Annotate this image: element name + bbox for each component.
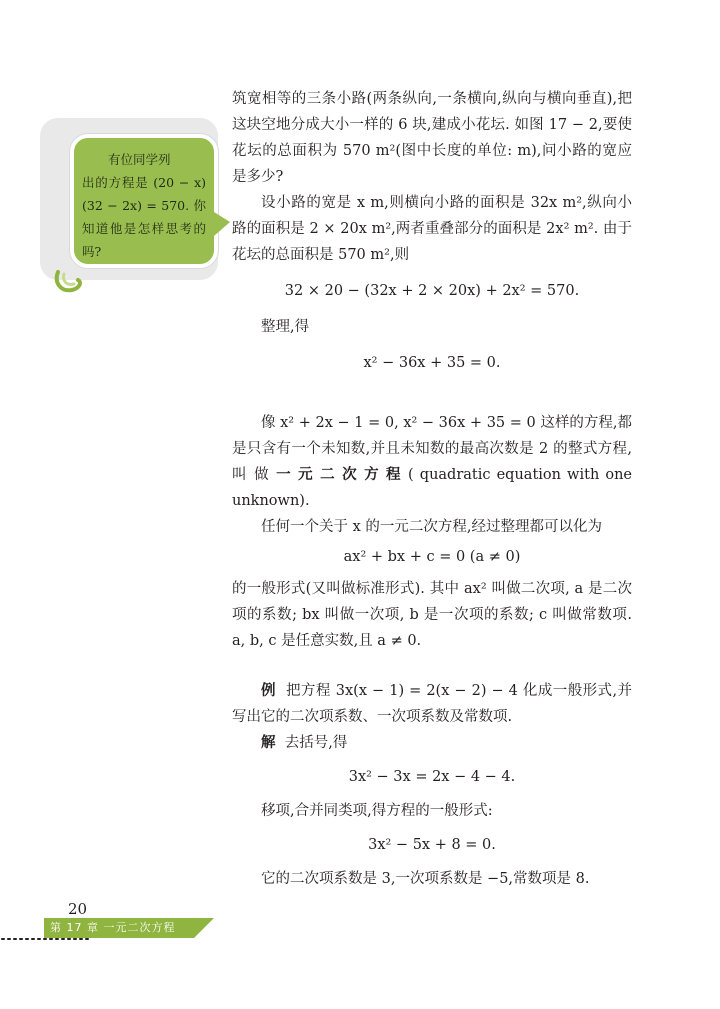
- equation-general-form: ax² + bx + c = 0 (a ≠ 0): [343, 549, 521, 565]
- callout-line-1: 有位同学列: [108, 152, 171, 167]
- paragraph-solution: [232, 730, 632, 756]
- example-text: 把方程 3x(x − 1) = 2(x − 2) − 4 化成一般形式,并写出它的二次项系数、一次项系数及常数项.: [232, 683, 632, 725]
- swirl-decoration-icon: [52, 266, 86, 296]
- paragraph-transpose: 移项,合并同类项,得方程的一般形式:: [261, 803, 493, 819]
- term-quadratic-equation: 一元二次方程: [276, 467, 409, 483]
- solution-text: 去括号,得: [284, 735, 348, 751]
- paragraph-answer: 它的二次项系数是 3,一次项系数是 −5,常数项是 8.: [261, 871, 590, 887]
- callout-tail: [214, 212, 230, 236]
- paragraph-definition: [232, 410, 632, 514]
- dotted-rule: [0, 937, 94, 941]
- paragraph-simplify: 整理,得: [261, 319, 310, 335]
- paragraph-example: [232, 678, 632, 730]
- paragraph-terms: 的一般形式(又叫做标准形式). 其中 ax² 叫做二次项, a 是二次项的系数; bx 叫做一次项, b 是一次项的系数; c 叫做常数项. a, b, c 是任意实数,且 a ≠ 0.: [232, 581, 632, 649]
- paragraph-general: 任何一个关于 x 的一元二次方程,经过整理都可以化为: [261, 519, 603, 535]
- callout-rest: 出的方程是 (20 − x)(32 − 2x) = 570. 你知道他是怎样思考的吗?: [82, 175, 206, 259]
- page-number: 20: [68, 900, 88, 918]
- solution-label: 解: [261, 735, 276, 751]
- example-label: 例: [261, 683, 276, 699]
- definition-text-b: ( quadratic equation with one unknown).: [232, 467, 633, 509]
- paragraph-setup: 设小路的宽是 x m,则横向小路的面积是 32x m²,纵向小路的面积是 2 × 20x m²,两者重叠部分的面积是 2x² m². 由于花坛的总面积是 570 m²,则: [232, 195, 632, 263]
- chapter-title: 第 17 章 一元二次方程: [50, 921, 176, 934]
- callout-text: [82, 148, 206, 263]
- equation-3: 3x² − 3x = 2x − 4 − 4.: [348, 769, 516, 785]
- equation-2: x² − 36x + 35 = 0.: [363, 355, 501, 371]
- main-text-column: [232, 86, 632, 892]
- equation-4: 3x² − 5x + 8 = 0.: [368, 837, 496, 853]
- definition-text-a: 像 x² + 2x − 1 = 0, x² − 36x + 35 = 0 这样的方程,都是只含有一个未知数,并且未知数的最高次数是 2 的整式方程,叫 做: [232, 415, 632, 483]
- equation-1: 32 × 20 − (32x + 2 × 20x) + 2x² = 570.: [284, 283, 580, 299]
- paragraph-problem: 筑宽相等的三条小路(两条纵向,一条横向,纵向与横向垂直),把这块空地分成大小一样的 6 块,建成小花坛. 如图 17 − 2,要使花坛的总面积为 570 m²(图中长度的单位: m),问小路的宽应是多少?: [232, 91, 632, 185]
